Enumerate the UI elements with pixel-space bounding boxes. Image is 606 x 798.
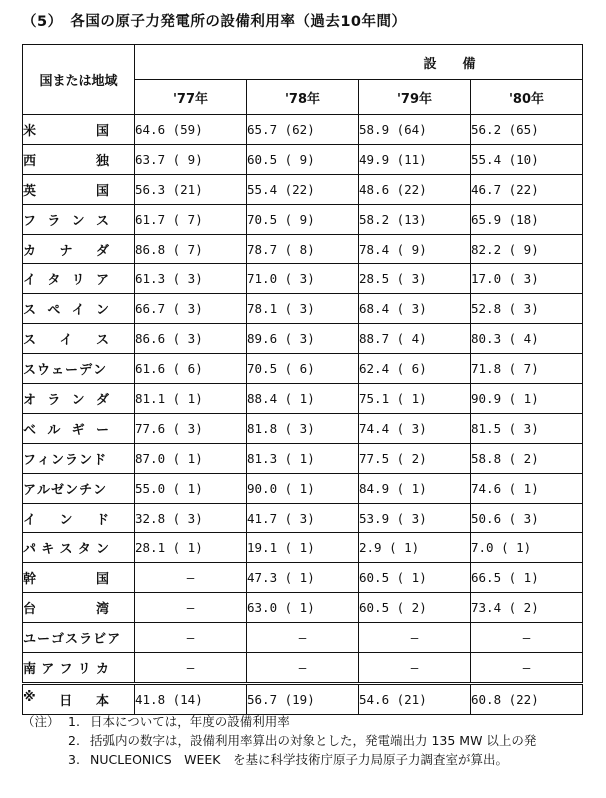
note-number: 1. xyxy=(68,714,80,729)
country-cell: 南 ア フ リ カ xyxy=(23,653,135,684)
value-cell: 71.0 ( 3) xyxy=(247,264,359,294)
country-cell: ス ウ ェ ー デ ン xyxy=(23,354,135,384)
value-cell: 2.9 ( 1) xyxy=(359,533,471,563)
value-cell: 28.5 ( 3) xyxy=(359,264,471,294)
note-number: 2. xyxy=(68,733,80,748)
value-cell: 61.6 ( 6) xyxy=(135,354,247,384)
value-cell: 65.7 (62) xyxy=(247,115,359,145)
table-row xyxy=(23,264,583,294)
value-cell: — xyxy=(135,623,247,653)
value-cell: 55.4 (22) xyxy=(247,174,359,204)
value-cell: 55.0 ( 1) xyxy=(135,473,247,503)
value-cell: 56.3 (21) xyxy=(135,174,247,204)
table-row xyxy=(23,443,583,473)
table-row xyxy=(23,204,583,234)
value-cell: 62.4 ( 6) xyxy=(359,354,471,384)
value-cell: 81.3 ( 1) xyxy=(247,443,359,473)
value-cell: 54.6 (21) xyxy=(359,683,471,714)
value-cell: 58.2 (13) xyxy=(359,204,471,234)
value-cell: 78.7 ( 8) xyxy=(247,234,359,264)
note-text: 括弧内の数字は，設備利用率算出の対象とした，発電端出力 135 MW 以上の発 xyxy=(90,733,537,748)
table-row xyxy=(23,294,583,324)
value-cell: 87.0 ( 1) xyxy=(135,443,247,473)
country-cell: 英 国 xyxy=(23,174,135,204)
year-header: '79年 xyxy=(359,80,471,115)
value-cell: 88.4 ( 1) xyxy=(247,384,359,414)
year-header: '77年 xyxy=(135,80,247,115)
value-cell: 46.7 (22) xyxy=(471,174,583,204)
value-cell: 28.1 ( 1) xyxy=(135,533,247,563)
value-cell: — xyxy=(247,623,359,653)
year-header: '80年 xyxy=(471,80,583,115)
table-row xyxy=(23,503,583,533)
value-cell: — xyxy=(359,653,471,684)
utilization-table xyxy=(22,44,583,715)
value-cell: 49.9 (11) xyxy=(359,144,471,174)
value-cell: 74.4 ( 3) xyxy=(359,413,471,443)
value-cell: 70.5 ( 9) xyxy=(247,204,359,234)
value-cell: 77.5 ( 2) xyxy=(359,443,471,473)
table-row xyxy=(23,683,583,714)
value-cell: 66.7 ( 3) xyxy=(135,294,247,324)
value-cell: — xyxy=(135,593,247,623)
value-cell: 81.5 ( 3) xyxy=(471,413,583,443)
value-cell: 60.5 ( 2) xyxy=(359,593,471,623)
value-cell: 73.4 ( 2) xyxy=(471,593,583,623)
value-cell: 75.1 ( 1) xyxy=(359,384,471,414)
country-cell: パ キ ス タ ン xyxy=(23,533,135,563)
page-title: （5） 各国の原子力発電所の設備利用率（過去10年間） xyxy=(22,14,407,30)
country-cell: 幹 国 xyxy=(23,563,135,593)
value-cell: 66.5 ( 1) xyxy=(471,563,583,593)
value-cell: 47.3 ( 1) xyxy=(247,563,359,593)
value-cell: 78.4 ( 9) xyxy=(359,234,471,264)
value-cell: 81.8 ( 3) xyxy=(247,413,359,443)
value-cell: 80.3 ( 4) xyxy=(471,324,583,354)
value-cell: 60.8 (22) xyxy=(471,683,583,714)
group-header: 設 備 xyxy=(135,45,583,80)
value-cell: 41.7 ( 3) xyxy=(247,503,359,533)
value-cell: 63.0 ( 1) xyxy=(247,593,359,623)
table-row xyxy=(23,384,583,414)
value-cell: — xyxy=(471,623,583,653)
region-header: 国または地域 xyxy=(23,45,135,115)
country-cell: イ ン ド xyxy=(23,503,135,533)
value-cell: 86.8 ( 7) xyxy=(135,234,247,264)
country-cell: ア ル ゼ ン チ ン xyxy=(23,473,135,503)
value-cell: 58.9 (64) xyxy=(359,115,471,145)
year-header: '78年 xyxy=(247,80,359,115)
country-cell: ベ ル ギ ー xyxy=(23,413,135,443)
country-cell: カ ナ ダ xyxy=(23,234,135,264)
table-row xyxy=(23,324,583,354)
value-cell: — xyxy=(471,653,583,684)
value-cell: 56.7 (19) xyxy=(247,683,359,714)
country-cell: イ タ リ ア xyxy=(23,264,135,294)
value-cell: 78.1 ( 3) xyxy=(247,294,359,324)
value-cell: 32.8 ( 3) xyxy=(135,503,247,533)
table-row xyxy=(23,563,583,593)
country-cell: ス イ ス xyxy=(23,324,135,354)
country-cell: 米 国 xyxy=(23,115,135,145)
table-row xyxy=(23,354,583,384)
table-row xyxy=(23,473,583,503)
value-cell: 53.9 ( 3) xyxy=(359,503,471,533)
value-cell: 17.0 ( 3) xyxy=(471,264,583,294)
value-cell: 81.1 ( 1) xyxy=(135,384,247,414)
country-cell: フ ィ ン ラ ン ド xyxy=(23,443,135,473)
note-item xyxy=(22,712,536,731)
value-cell: 56.2 (65) xyxy=(471,115,583,145)
country-cell: ス ペ イ ン xyxy=(23,294,135,324)
value-cell: 58.8 ( 2) xyxy=(471,443,583,473)
country-cell: 台 湾 xyxy=(23,593,135,623)
note-text: 日本については，年度の設備利用率 xyxy=(90,714,290,729)
note-item xyxy=(22,731,536,750)
value-cell: 90.9 ( 1) xyxy=(471,384,583,414)
country-cell: ユ ー ゴ ス ラ ビ ア xyxy=(23,623,135,653)
table-row xyxy=(23,234,583,264)
value-cell: 65.9 (18) xyxy=(471,204,583,234)
value-cell: 60.5 ( 1) xyxy=(359,563,471,593)
value-cell: 90.0 ( 1) xyxy=(247,473,359,503)
note-number: 3. xyxy=(68,752,80,767)
table-row xyxy=(23,413,583,443)
table-row xyxy=(23,174,583,204)
country-cell: ※ 日 本 xyxy=(23,683,135,714)
table-row xyxy=(23,533,583,563)
table-row xyxy=(23,115,583,145)
value-cell: 63.7 ( 9) xyxy=(135,144,247,174)
value-cell: 48.6 (22) xyxy=(359,174,471,204)
country-cell: オ ラ ン ダ xyxy=(23,384,135,414)
value-cell: 84.9 ( 1) xyxy=(359,473,471,503)
value-cell: 61.3 ( 3) xyxy=(135,264,247,294)
value-cell: 55.4 (10) xyxy=(471,144,583,174)
note-text: NUCLEONICS WEEK を基に科学技術庁原子力局原子力調査室が算出。 xyxy=(90,752,508,767)
value-cell: 88.7 ( 4) xyxy=(359,324,471,354)
value-cell: — xyxy=(247,653,359,684)
value-cell: 68.4 ( 3) xyxy=(359,294,471,324)
value-cell: 50.6 ( 3) xyxy=(471,503,583,533)
value-cell: — xyxy=(135,653,247,684)
value-cell: 7.0 ( 1) xyxy=(471,533,583,563)
value-cell: 70.5 ( 6) xyxy=(247,354,359,384)
value-cell: 82.2 ( 9) xyxy=(471,234,583,264)
value-cell: 74.6 ( 1) xyxy=(471,473,583,503)
value-cell: — xyxy=(359,623,471,653)
value-cell: 77.6 ( 3) xyxy=(135,413,247,443)
value-cell: 86.6 ( 3) xyxy=(135,324,247,354)
table-row xyxy=(23,593,583,623)
value-cell: 60.5 ( 9) xyxy=(247,144,359,174)
value-cell: 52.8 ( 3) xyxy=(471,294,583,324)
country-cell: 西 独 xyxy=(23,144,135,174)
value-cell: — xyxy=(135,563,247,593)
table-row xyxy=(23,144,583,174)
note-item xyxy=(22,750,536,769)
value-cell: 19.1 ( 1) xyxy=(247,533,359,563)
value-cell: 61.7 ( 7) xyxy=(135,204,247,234)
value-cell: 64.6 (59) xyxy=(135,115,247,145)
table-row xyxy=(23,653,583,684)
notes xyxy=(22,712,536,769)
notes-lead: （注） xyxy=(22,714,60,729)
value-cell: 71.8 ( 7) xyxy=(471,354,583,384)
country-cell: フ ラ ン ス xyxy=(23,204,135,234)
value-cell: 89.6 ( 3) xyxy=(247,324,359,354)
table-row xyxy=(23,623,583,653)
value-cell: 41.8 (14) xyxy=(135,683,247,714)
